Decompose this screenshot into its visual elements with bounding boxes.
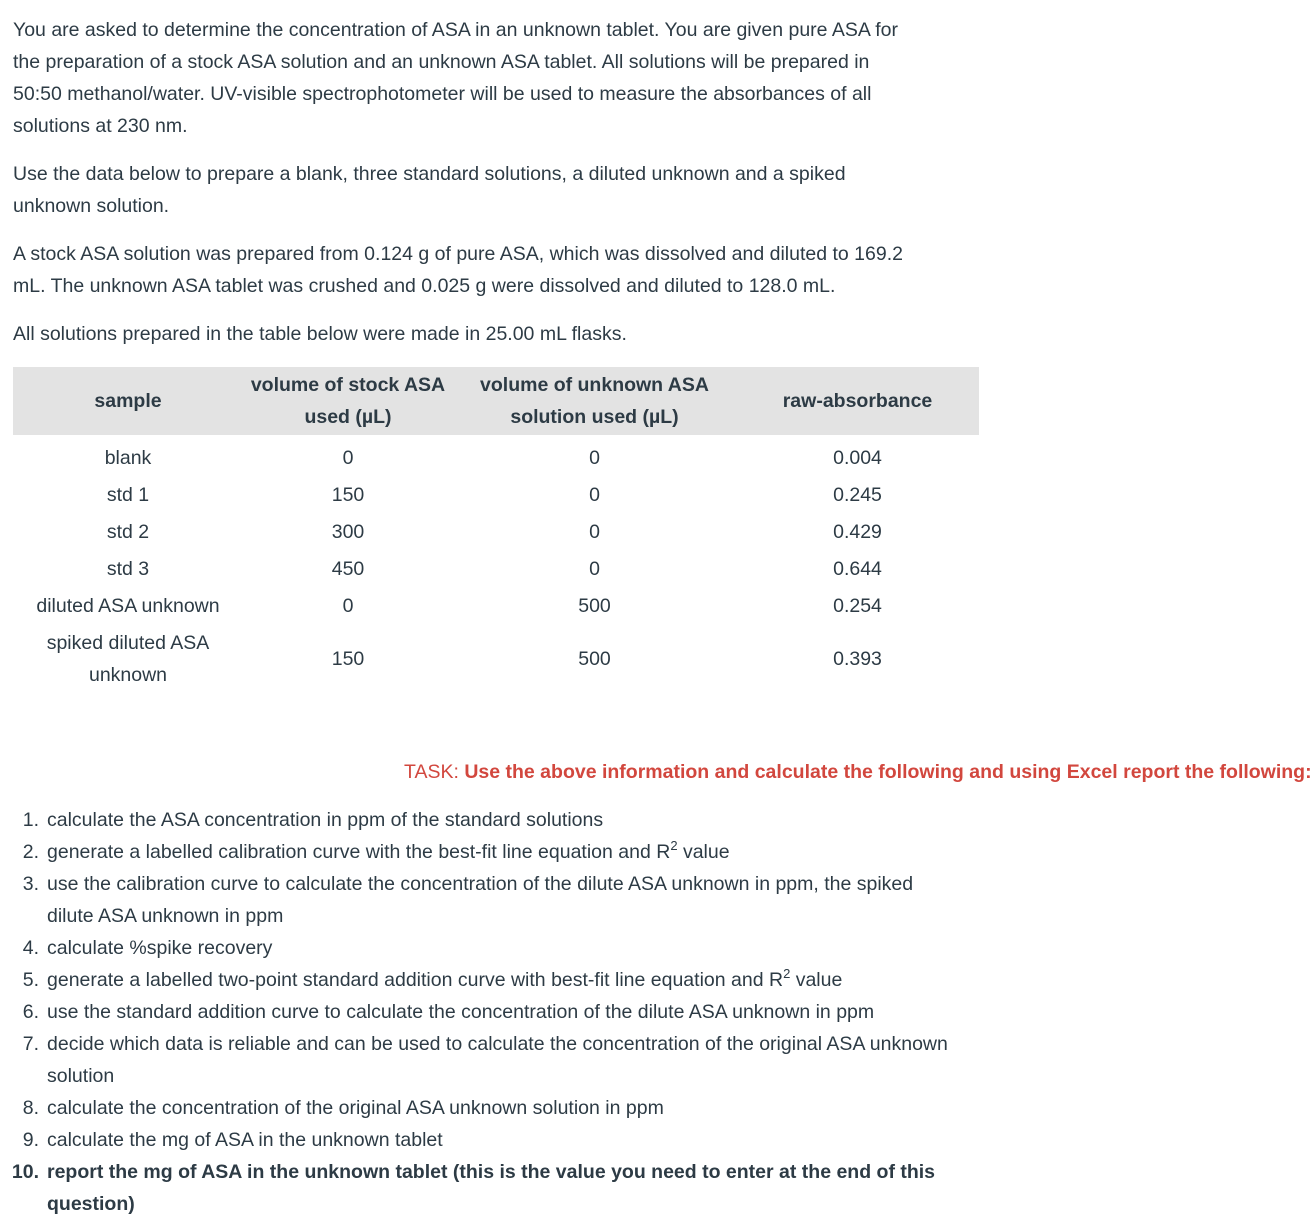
cell-absorbance: 0.004	[833, 446, 882, 469]
list-item	[13, 1092, 963, 1124]
table-row	[13, 624, 979, 694]
task-steps-list	[13, 804, 963, 1220]
header-stock-line-1: volume of stock ASA	[250, 374, 446, 396]
step-number: 2.	[22, 841, 39, 863]
header-stock-volume	[243, 367, 453, 435]
cell-unknown: 500	[578, 648, 611, 670]
intro-line-4: solutions at 230 nm.	[13, 115, 188, 137]
cell-stock: 300	[331, 520, 365, 543]
stock-line-1: A stock ASA solution was prepared from 0.124 g of pure ASA, which was dissolved and diluted to 169.2	[13, 243, 903, 265]
stock-paragraph	[13, 238, 903, 302]
step-text: calculate the ASA concentration in ppm of the standard solutions	[47, 809, 604, 831]
cell-unknown: 0	[589, 446, 600, 469]
intro-line-1: You are asked to determine the concentration of ASA in an unknown tablet. You are given pure ASA for	[13, 19, 898, 41]
intro-line-2: the preparation of a stock ASA solution and an unknown ASA tablet. All solutions will be prepared in	[13, 51, 870, 73]
step-text-end: value	[677, 841, 730, 863]
header-unknown-volume	[453, 367, 736, 435]
step-text: generate a labelled two-point standard addition curve with best-fit line equation and R	[47, 969, 784, 991]
cell-sample: blank	[104, 446, 152, 469]
step-number: 10.	[11, 1161, 39, 1183]
list-item	[13, 836, 963, 868]
step-text: calculate the mg of ASA in the unknown tablet	[47, 1129, 443, 1151]
list-item	[13, 996, 963, 1028]
cell-stock: 150	[331, 483, 365, 506]
step-text-end: value	[790, 969, 843, 991]
step-number: 4.	[22, 937, 39, 959]
list-item	[13, 932, 963, 964]
list-item	[13, 1124, 963, 1156]
step-number: 1.	[22, 809, 39, 831]
cell-stock: 150	[331, 648, 365, 670]
cell-unknown: 0	[589, 483, 600, 506]
header-stock-line-2: used (µL)	[304, 406, 392, 428]
step-text: use the standard addition curve to calculate the concentration of the dilute ASA unknown in ppm	[47, 1001, 875, 1023]
list-item	[13, 804, 963, 836]
superscript: 2	[783, 966, 791, 981]
list-item	[13, 1028, 963, 1092]
task-heading	[404, 756, 1312, 788]
instructions-line-2: unknown solution.	[13, 195, 170, 217]
step-number: 6.	[22, 1001, 39, 1023]
table-row	[13, 435, 979, 476]
step-text: use the calibration curve to calculate the concentration of the dilute ASA unknown in ppm, the spiked dilute ASA unknown in ppm	[47, 873, 914, 927]
list-item	[13, 1156, 963, 1220]
table-header-row	[13, 367, 979, 435]
table-row	[13, 476, 979, 513]
table-row	[13, 550, 979, 587]
instructions-paragraph	[13, 158, 846, 222]
table-row	[13, 513, 979, 550]
cell-sample: std 2	[106, 520, 150, 543]
step-text: decide which data is reliable and can be used to calculate the concentration of the original ASA unknown solution	[47, 1033, 948, 1087]
cell-sample-line-2: unknown	[88, 664, 168, 686]
cell-sample: std 3	[106, 557, 150, 580]
step-text: report the mg of ASA in the unknown tablet (this is the value you need to enter at the end of this question)	[47, 1161, 936, 1215]
step-number: 8.	[22, 1097, 39, 1119]
cell-absorbance: 0.245	[833, 483, 882, 506]
cell-absorbance: 0.429	[833, 520, 882, 543]
step-text: generate a labelled calibration curve with the best-fit line equation and R	[47, 841, 671, 863]
list-item	[13, 868, 963, 932]
task-text: Use the above information and calculate the following and using Excel report the following:	[464, 761, 1312, 783]
solutions-table	[13, 367, 979, 694]
step-number: 3.	[22, 873, 39, 895]
cell-unknown: 500	[578, 594, 611, 617]
cell-absorbance: 0.254	[833, 594, 882, 617]
cell-sample-line-1: spiked diluted ASA	[46, 632, 210, 654]
intro-paragraph	[13, 14, 898, 142]
cell-stock: 0	[342, 446, 354, 469]
cell-sample	[13, 624, 243, 694]
header-unknown-line-1: volume of unknown ASA	[480, 374, 709, 396]
header-unknown-line-2: solution used (µL)	[510, 406, 679, 428]
step-text: calculate the concentration of the original ASA unknown solution in ppm	[47, 1097, 664, 1119]
step-number: 7.	[22, 1033, 39, 1055]
header-absorbance: raw-absorbance	[782, 390, 933, 412]
cell-sample: diluted ASA unknown	[36, 594, 220, 617]
cell-unknown: 0	[589, 557, 600, 580]
step-text: calculate %spike recovery	[47, 937, 273, 959]
flask-paragraph: All solutions prepared in the table below were made in 25.00 mL flasks.	[13, 323, 627, 345]
superscript: 2	[670, 838, 678, 853]
stock-line-2: mL. The unknown ASA tablet was crushed and 0.025 g were dissolved and diluted to 128.0 mL.	[13, 275, 836, 297]
step-number: 5.	[22, 969, 39, 991]
intro-line-3: 50:50 methanol/water. UV-visible spectrophotometer will be used to measure the absorbances of all	[13, 83, 872, 105]
step-number: 9.	[22, 1129, 39, 1151]
instructions-line-1: Use the data below to prepare a blank, three standard solutions, a diluted unknown and a spiked	[13, 163, 846, 185]
header-sample: sample	[94, 390, 162, 412]
cell-stock: 450	[331, 557, 365, 580]
task-label: TASK:	[404, 761, 465, 783]
cell-sample: std 1	[106, 483, 150, 506]
list-item	[13, 964, 963, 996]
table-row	[13, 587, 979, 624]
cell-stock: 0	[342, 594, 354, 617]
cell-absorbance: 0.644	[833, 557, 882, 580]
cell-absorbance: 0.393	[833, 648, 882, 670]
cell-unknown: 0	[589, 520, 600, 543]
